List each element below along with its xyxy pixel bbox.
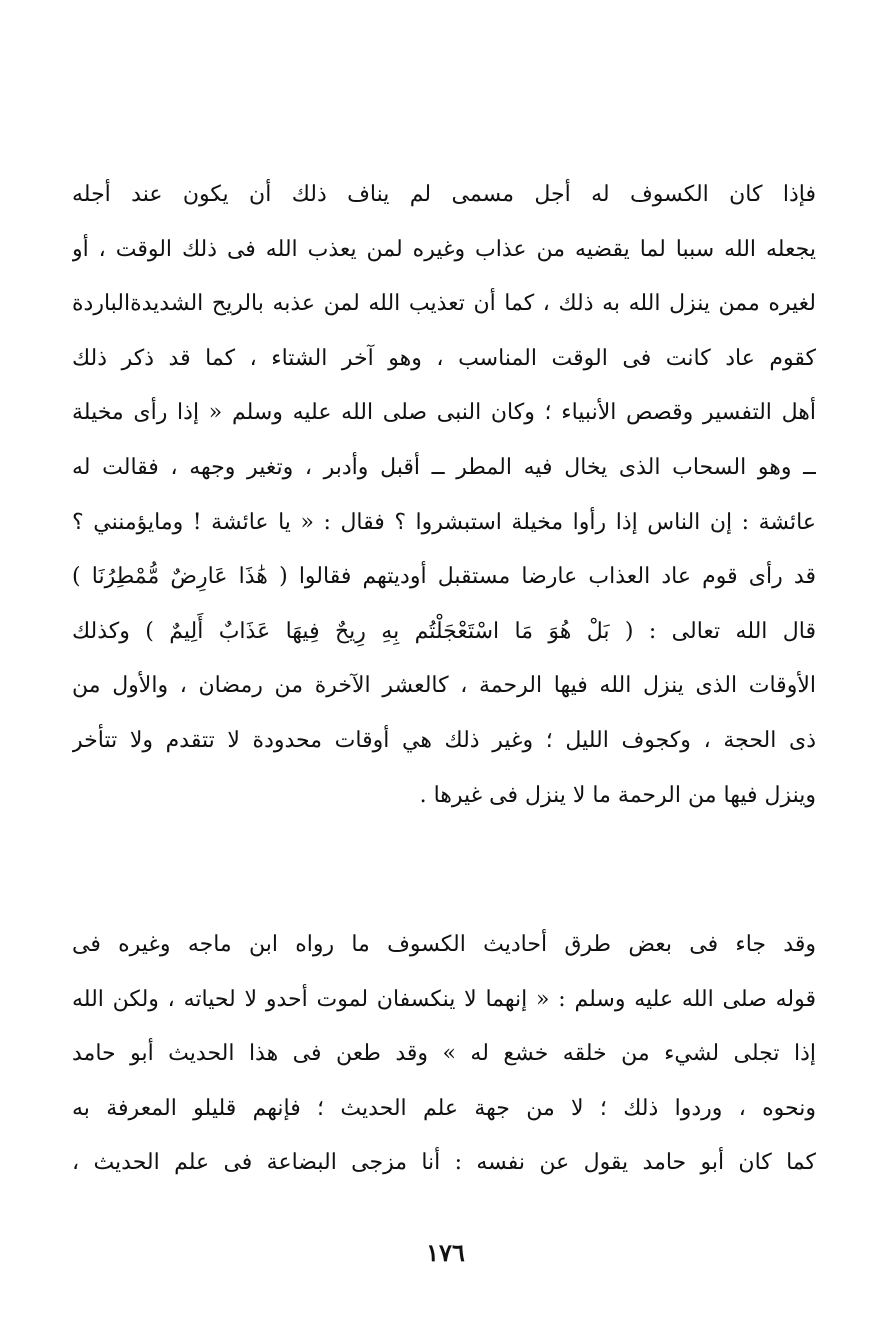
text-line: قوله صلى الله عليه وسلم : « إنهما لا ينكسفان لموت أحدو لا لحياته ، ولكن الله [72, 986, 816, 1012]
paragraph-2 [72, 918, 816, 1191]
text-line: يجعله الله سببا لما يقضيه من عذاب وغيره لمن يعذب الله فى ذلك الوقت ، أو [72, 236, 816, 262]
text-line: ونحوه ، وردوا ذلك ؛ لا من جهة علم الحديث ؛ فإنهم قليلو المعرفة به [72, 1095, 816, 1121]
text-line: قال الله تعالى : ( بَلْ هُوَ مَا اسْتَعْجَلْتُم بِهِ رِيحٌ فِيهَا عَذَابٌ أَلِيمٌ ) وكذلك [72, 618, 816, 644]
text-line: وقد جاء فى بعض طرق أحاديث الكسوف ما رواه ابن ماجه وغيره فى [72, 932, 816, 957]
text-line: عائشة : إن الناس إذا رأوا مخيلة استبشروا ؟ فقال : « يا عائشة ! ومايؤمنني ؟ [72, 509, 816, 535]
text-line: قد رأى قوم عاد العذاب عارضا مستقبل أوديتهم فقالوا ( هَٰذَا عَارِضٌ مُّمْطِرُنَا ) [72, 564, 816, 590]
text-line: وينزل فيها من الرحمة ما لا ينزل فى غيرها . [419, 782, 816, 808]
page-number: ١٧٦ [426, 1238, 465, 1267]
paragraph-1 [72, 168, 816, 823]
text-line: فإذا كان الكسوف له أجل مسمى لم يناف ذلك أن يكون عند أجله [72, 182, 816, 207]
text-line: كما كان أبو حامد يقول عن نفسه : أنا مزجى البضاعة فى علم الحديث ، [72, 1150, 816, 1176]
text-line: أهل التفسير وقصص الأنبياء ؛ وكان النبى صلى الله عليه وسلم « إذا رأى مخيلة [72, 400, 816, 426]
text-line: كقوم عاد كانت فى الوقت المناسب ، وهو آخر الشتاء ، كما قد ذكر ذلك [72, 345, 816, 371]
text-line: ــ وهو السحاب الذى يخال فيه المطر ــ أقبل وأدبر ، وتغير وجهه ، فقالت له [72, 454, 816, 480]
text-line: إذا تجلى لشيء من خلقه خشع له » وقد طعن فى هذا الحديث أبو حامد [72, 1041, 816, 1067]
text-line: ذى الحجة ، وكجوف الليل ؛ وغير ذلك هي أوقات محدودة لا تتقدم ولا تتأخر [72, 727, 816, 753]
text-line: لغيره ممن ينزل الله به ذلك ، كما أن تعذيب الله لمن عذبه بالريح الشديدةالباردة [72, 291, 816, 317]
text-line: الأوقات الذى ينزل الله فيها الرحمة ، كالعشر الآخرة من رمضان ، والأول من [72, 673, 816, 699]
